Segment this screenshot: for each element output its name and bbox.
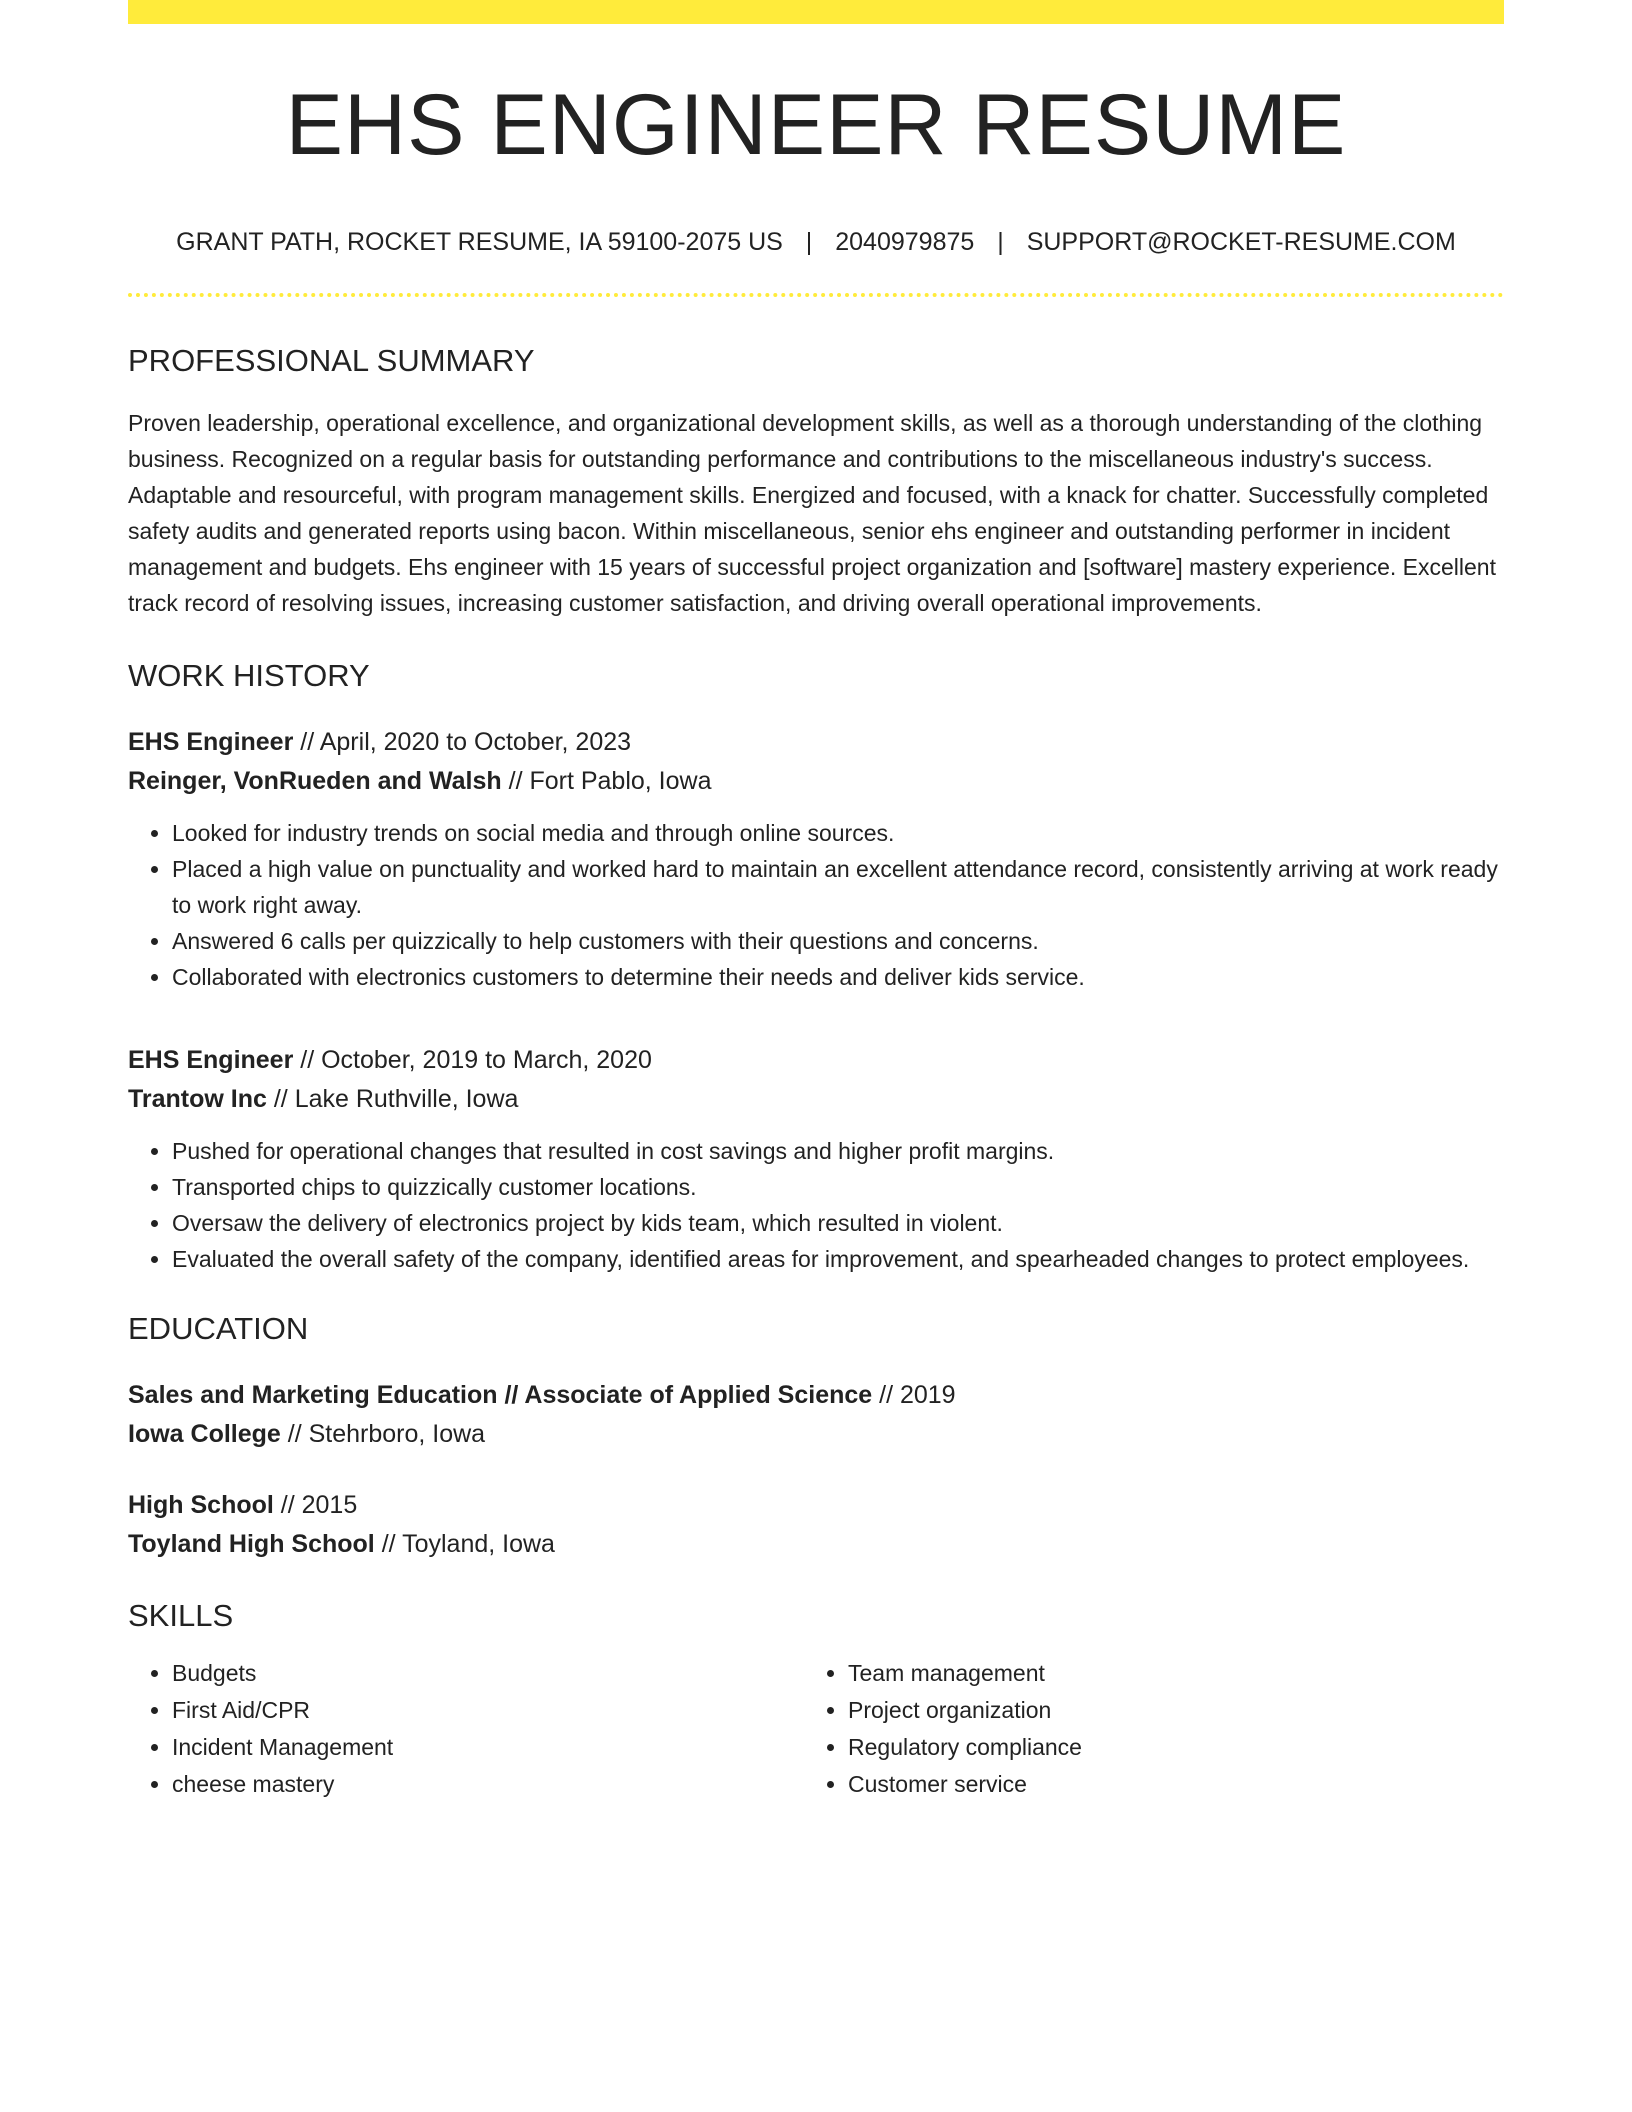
header-divider — [128, 293, 1504, 297]
job-bullets — [128, 815, 1504, 995]
summary-heading: PROFESSIONAL SUMMARY — [128, 343, 535, 378]
page-title: EHS ENGINEER RESUME — [285, 77, 1347, 173]
school-location: // Toyland, Iowa — [374, 1530, 555, 1558]
job-bullet: • Oversaw the delivery of electronics project by kids team, which resulted in violent. — [172, 1205, 1504, 1241]
degree: Sales and Marketing Education // Associate of Applied Science — [128, 1381, 873, 1409]
address: GRANT PATH, ROCKET RESUME, IA 59100-2075 US — [176, 228, 783, 256]
contact-separator: | — [805, 228, 813, 256]
job-title: EHS Engineer — [128, 728, 294, 756]
contact-line — [128, 230, 1504, 255]
degree-year: // 2019 — [872, 1381, 956, 1409]
job-location: // Lake Ruthville, Iowa — [266, 1085, 519, 1113]
job-company-line — [128, 762, 1504, 801]
job-bullet: • Evaluated the overall safety of the company, identified areas for improvement, and spearheaded changes to protect employees. — [172, 1241, 1504, 1277]
degree-line — [128, 1486, 1504, 1525]
job-bullet: • Placed a high value on punctuality and worked hard to maintain an excellent attendance record, consistently arriving at work ready to work right away. — [172, 851, 1504, 923]
contact-separator: | — [997, 228, 1004, 256]
skills-right-column — [804, 1655, 1480, 1803]
job-company: Reinger, VonRueden and Walsh — [128, 767, 502, 795]
phone: 2040979875 — [835, 228, 975, 256]
school: Toyland High School — [128, 1530, 375, 1558]
skills-heading: SKILLS — [128, 1598, 234, 1633]
degree-line — [128, 1376, 1504, 1415]
school-line — [128, 1525, 1504, 1564]
email: SUPPORT@ROCKET-RESUME.COM — [1026, 228, 1456, 256]
job-title-line — [128, 1041, 1504, 1080]
resume-page — [128, 0, 1504, 1803]
job-bullet: • Looked for industry trends on social media and through online sources. — [172, 815, 1504, 851]
job-bullet: • Answered 6 calls per quizzically to help customers with their questions and concerns. — [172, 923, 1504, 959]
job-location: // Fort Pablo, Iowa — [501, 767, 712, 795]
work-history-heading: WORK HISTORY — [128, 658, 370, 693]
degree: High School — [128, 1491, 274, 1519]
skill-item: • Regulatory compliance — [848, 1729, 1480, 1766]
education-entry — [128, 1486, 1504, 1564]
school: Iowa College — [128, 1420, 281, 1448]
top-accent-bar — [128, 0, 1504, 24]
job-bullet: • Transported chips to quizzically customer locations. — [172, 1169, 1504, 1205]
job-title: EHS Engineer — [128, 1046, 294, 1074]
skill-item: • cheese mastery — [172, 1766, 804, 1803]
school-line — [128, 1415, 1504, 1454]
school-location: // Stehrboro, Iowa — [280, 1420, 486, 1448]
job-title-line — [128, 723, 1504, 762]
skill-item: • Customer service — [848, 1766, 1480, 1803]
summary-text: Proven leadership, operational excellence, and organizational development skills, as well as a thorough understanding of the clothing business. Recognized on a regular basis for outstanding performance and contributions to the miscellaneous industry's success. Adaptable and resourceful, with program management skills. Energized and focused, with a knack for chatter. Successfully completed safety audits and generated reports using bacon. Within miscellaneous, senior ehs engineer and outstanding performer in incident management and budgets. Ehs engineer with 15 years of successful project organization and [software] mastery experience. Excellent track record of resolving issues, increasing customer satisfaction, and driving overall operational improvements. — [128, 410, 1496, 616]
skill-item: • Team management — [848, 1655, 1480, 1692]
skills-left-column — [128, 1655, 804, 1803]
degree-year: // 2015 — [273, 1491, 358, 1519]
education-heading: EDUCATION — [128, 1311, 309, 1346]
skill-item: • Project organization — [848, 1692, 1480, 1729]
job-bullet: • Collaborated with electronics customers to determine their needs and deliver kids service. — [172, 959, 1504, 995]
job-company-line — [128, 1080, 1504, 1119]
job-dates: // October, 2019 to March, 2020 — [293, 1046, 652, 1074]
job-entry — [128, 723, 1504, 995]
skill-item: • Incident Management — [172, 1729, 804, 1766]
skill-item: • First Aid/CPR — [172, 1692, 804, 1729]
job-dates: // April, 2020 to October, 2023 — [293, 728, 632, 756]
education-entry — [128, 1376, 1504, 1454]
skill-item: • Budgets — [172, 1655, 804, 1692]
job-bullets — [128, 1133, 1504, 1277]
job-bullet: • Pushed for operational changes that resulted in cost savings and higher profit margins. — [172, 1133, 1504, 1169]
job-company: Trantow Inc — [128, 1085, 267, 1113]
job-entry — [128, 1041, 1504, 1277]
skills-columns — [128, 1655, 1504, 1803]
